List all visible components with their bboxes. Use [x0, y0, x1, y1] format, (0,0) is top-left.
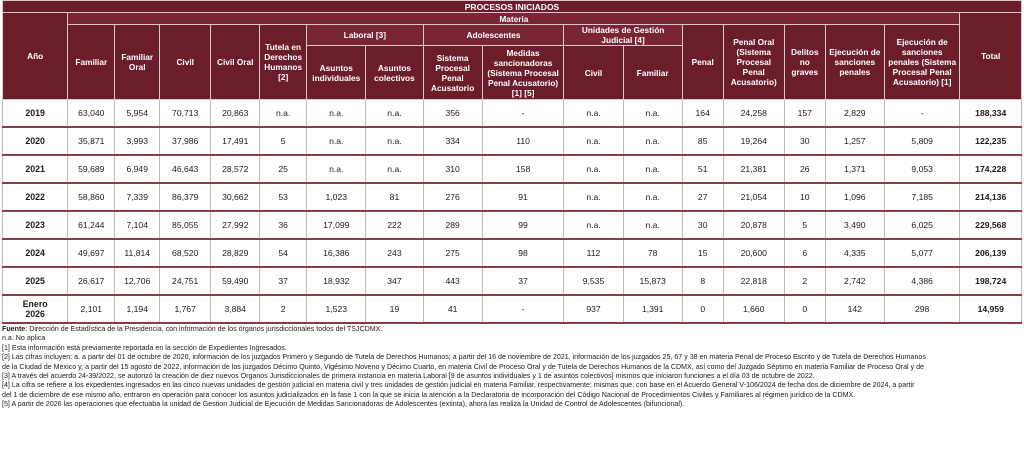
note-3: [3] A través del acuerdo 24-39/2022, se autorizó la creación de diez nuevos Órganos Jurisdiccionales de primera instancia en materia Laboral [9 de asuntos individuales y 1 de asuntos colectivos] mismos que iniciaron funciones a el día 03 de octubre de 2022. [2, 372, 815, 381]
table-cell: 25 [260, 155, 307, 183]
header-tutela: Tutela en Derechos Humanos [2] [260, 25, 307, 100]
table-cell: 59,689 [68, 155, 115, 183]
row-year: 2024 [3, 239, 68, 267]
table-cell: 21,054 [723, 183, 784, 211]
header-penal: Penal [682, 25, 723, 100]
table-cell: 1,096 [825, 183, 884, 211]
fuente-label: Fuente [2, 325, 26, 333]
table-cell: 6,025 [884, 211, 960, 239]
table-cell: 5 [260, 127, 307, 155]
table-cell: n.a. [366, 155, 423, 183]
table-cell: n.a. [623, 155, 682, 183]
table-cell: 27,992 [211, 211, 260, 239]
table-cell: 30 [784, 127, 825, 155]
table-cell: n.a. [623, 127, 682, 155]
table-cell: 2 [260, 295, 307, 323]
table-cell: 20,878 [723, 211, 784, 239]
table-cell: 35,871 [68, 127, 115, 155]
table-cell: 3,993 [115, 127, 160, 155]
table-row [3, 100, 1022, 128]
table-cell: 298 [884, 295, 960, 323]
table-cell: 46,643 [160, 155, 211, 183]
table-cell: n.a. [307, 155, 366, 183]
table-row [3, 183, 1022, 211]
table-body [3, 100, 1022, 324]
header-ejecucion-sanciones-spa: Ejecución de sanciones penales (Sistema Procesal Penal Acusatorio) [1] [884, 25, 960, 100]
table-cell: 68,520 [160, 239, 211, 267]
row-total-cell: 198,724 [960, 267, 1022, 295]
table-cell: 16,386 [307, 239, 366, 267]
table-cell: 17,491 [211, 127, 260, 155]
table-cell: 53 [260, 183, 307, 211]
table-cell: 4,386 [884, 267, 960, 295]
table-cell: 30,662 [211, 183, 260, 211]
table-cell: 15,873 [623, 267, 682, 295]
table-cell: 37,986 [160, 127, 211, 155]
table-cell: 15 [682, 239, 723, 267]
table-cell: 37 [482, 267, 564, 295]
table-cell: 54 [260, 239, 307, 267]
footnotes [2, 325, 1020, 410]
table-cell: 27 [682, 183, 723, 211]
table-row [3, 267, 1022, 295]
header-medidas-sancionadoras: Medidas sancionadoras (Sistema Procesal Penal Acusatorio) [1] [5] [482, 46, 564, 100]
table-cell: 22,818 [723, 267, 784, 295]
table-cell: 20,863 [211, 100, 260, 128]
table-cell: 6 [784, 239, 825, 267]
table-cell: n.a. [623, 183, 682, 211]
header-total: Total [960, 13, 1022, 100]
table-cell: 24,751 [160, 267, 211, 295]
table-cell: 85,055 [160, 211, 211, 239]
table-cell: 41 [423, 295, 482, 323]
table-cell: n.a. [623, 211, 682, 239]
table-cell: 61,244 [68, 211, 115, 239]
table-cell: 937 [564, 295, 623, 323]
header-civil: Civil [160, 25, 211, 100]
table-cell: 1,767 [160, 295, 211, 323]
row-year: 2022 [3, 183, 68, 211]
table-cell: 99 [482, 211, 564, 239]
header-materia: Materia [68, 13, 960, 25]
table-cell: 157 [784, 100, 825, 128]
table-cell: n.a. [366, 127, 423, 155]
table-cell: 78 [623, 239, 682, 267]
table-row [3, 239, 1022, 267]
note-5: [5] A partir de 2026 las operaciones que efectuaba la unidad de Gestion Judicial de Ejecución de Medidas Sancionadoras de Adolescentes (extinta), ahora las realiza la Unidad de Control de Adolescentes (bifuncional). [2, 400, 685, 409]
header-familiar: Familiar [68, 25, 115, 100]
table-cell: 58,860 [68, 183, 115, 211]
table-cell: 30 [682, 211, 723, 239]
table-cell: 289 [423, 211, 482, 239]
table-cell: 20,600 [723, 239, 784, 267]
row-total-cell: 174,228 [960, 155, 1022, 183]
table-cell: 1,371 [825, 155, 884, 183]
table-cell: 70,713 [160, 100, 211, 128]
header-anio: Año [3, 13, 68, 100]
table-cell: 10 [784, 183, 825, 211]
table-cell: 0 [784, 295, 825, 323]
note-4a: [4] La cifra se refiere a los expedientes ingresados en las cinco nuevas unidades de gestión judicial en materia civil y tres unidades de gestión judicial en materia Familiar, respectivamente; mismas que, con base en el Acuerdo General V-106/2024 de fecha dos de diciembre de 2024, a partir [2, 381, 915, 390]
table-cell: 28,829 [211, 239, 260, 267]
table-cell: 12,706 [115, 267, 160, 295]
table-cell: 1,194 [115, 295, 160, 323]
table-cell: 5,077 [884, 239, 960, 267]
table-cell: - [482, 100, 564, 128]
procesos-iniciados-table [2, 0, 1022, 324]
table-cell: 1,391 [623, 295, 682, 323]
table-cell: n.a. [307, 127, 366, 155]
table-cell: 3,884 [211, 295, 260, 323]
row-total-cell: 214,136 [960, 183, 1022, 211]
table-cell: 28,572 [211, 155, 260, 183]
table-cell: n.a. [564, 211, 623, 239]
table-cell: 0 [682, 295, 723, 323]
table-cell: 85 [682, 127, 723, 155]
table-cell: - [884, 100, 960, 128]
table-cell: 3,490 [825, 211, 884, 239]
table-cell: 9,053 [884, 155, 960, 183]
note-fuente [2, 325, 1020, 334]
header-ejecucion-sanciones: Ejecución de sanciones penales [825, 25, 884, 100]
header-delitos-no-graves: Delitos no graves [784, 25, 825, 100]
table-cell: 81 [366, 183, 423, 211]
table-cell: n.a. [307, 100, 366, 128]
table-cell: 11,814 [115, 239, 160, 267]
header-familiar-oral: Familiar Oral [115, 25, 160, 100]
table-cell: n.a. [564, 155, 623, 183]
header-penal-oral: Penal Oral (Sistema Procesal Penal Acusatorio) [723, 25, 784, 100]
table-cell: 9,535 [564, 267, 623, 295]
table-cell: 6,949 [115, 155, 160, 183]
table-cell: 276 [423, 183, 482, 211]
header-ugj-group: Unidades de Gestión Judicial [4] [564, 25, 682, 46]
note-2a: [2] Las cifras incluyen: a. a partir del 01 de octubre de 2020, información de los juzgados Primero y Segundo de Tutela de Derechos Humanos; a partir del 16 de noviembre de 2021, información de los juzgados 25, 67 y 38 en materia Penal de Proceso Escrito y de Tutela de Derechos Humanos [2, 353, 926, 362]
table-cell: 63,040 [68, 100, 115, 128]
table-title: PROCESOS INICIADOS [3, 1, 1022, 13]
table-cell: 158 [482, 155, 564, 183]
table-cell: 98 [482, 239, 564, 267]
row-total-cell: 122,235 [960, 127, 1022, 155]
table-cell: n.a. [260, 100, 307, 128]
row-year: 2025 [3, 267, 68, 295]
table-cell: - [482, 295, 564, 323]
table-cell: 91 [482, 183, 564, 211]
row-year: 2019 [3, 100, 68, 128]
table-cell: 5,954 [115, 100, 160, 128]
row-total-cell: 188,334 [960, 100, 1022, 128]
table-cell: 2,742 [825, 267, 884, 295]
table-cell: n.a. [366, 100, 423, 128]
table-cell: 347 [366, 267, 423, 295]
table-cell: 142 [825, 295, 884, 323]
row-total-cell: 14,959 [960, 295, 1022, 323]
table-cell: 18,932 [307, 267, 366, 295]
table-cell: 334 [423, 127, 482, 155]
fuente-text: : Dirección de Estadística de la Presidencia, con información de los órganos jurisdiccionales todos del TSJCDMX. [25, 325, 383, 333]
table-cell: 1,523 [307, 295, 366, 323]
table-cell: 110 [482, 127, 564, 155]
table-cell: 443 [423, 267, 482, 295]
table-cell: 19 [366, 295, 423, 323]
table-cell: 1,257 [825, 127, 884, 155]
header-asuntos-colectivos: Asuntos colectivos [366, 46, 423, 100]
table-row [3, 127, 1022, 155]
table-cell: 4,335 [825, 239, 884, 267]
table-cell: 5,809 [884, 127, 960, 155]
table-cell: 2 [784, 267, 825, 295]
table-cell: 310 [423, 155, 482, 183]
table-cell: 275 [423, 239, 482, 267]
table-cell: n.a. [564, 127, 623, 155]
table-cell: 7,339 [115, 183, 160, 211]
header-laboral-group: Laboral [3] [307, 25, 423, 46]
table-cell: 19,264 [723, 127, 784, 155]
row-year: 2023 [3, 211, 68, 239]
table-cell: 17,099 [307, 211, 366, 239]
table-cell: 49,697 [68, 239, 115, 267]
header-civil-oral: Civil Oral [211, 25, 260, 100]
row-total-cell: 229,568 [960, 211, 1022, 239]
header-ugj-familiar: Familiar [623, 46, 682, 100]
table-row [3, 295, 1022, 323]
table-cell: 356 [423, 100, 482, 128]
table-cell: n.a. [623, 100, 682, 128]
table-cell: 1,660 [723, 295, 784, 323]
note-na: n.a. No aplica [2, 334, 46, 343]
table-cell: 8 [682, 267, 723, 295]
row-year: Enero 2026 [3, 295, 68, 323]
report-container [2, 0, 1022, 410]
table-row [3, 155, 1022, 183]
table-cell: 7,185 [884, 183, 960, 211]
header-asuntos-individuales: Asuntos individuales [307, 46, 366, 100]
note-1: [1] Esta información está previamente reportada en la sección de Expedientes Ingresados. [2, 343, 287, 352]
table-cell: 21,381 [723, 155, 784, 183]
table-cell: 86,379 [160, 183, 211, 211]
header-ugj-civil: Civil [564, 46, 623, 100]
header-sistema-procesal: Sistema Procesal Penal Acusatorio [423, 46, 482, 100]
table-cell: 59,490 [211, 267, 260, 295]
table-cell: 2,101 [68, 295, 115, 323]
row-total-cell: 206,139 [960, 239, 1022, 267]
table-cell: n.a. [564, 100, 623, 128]
note-2b: de la Ciudad de México y, a partir del 15 agosto de 2022, información de los juzgados Décimo Quinto, Vigésimo Noveno y Décimo Cuarto, en materia Civil de Proceso Oral y de Tutela de Derechos Humanos de la CDMX, así como del Juzgado Séptimo en materia Familiar de Proceso Oral y de [2, 362, 924, 371]
table-cell: 2,829 [825, 100, 884, 128]
table-cell: n.a. [564, 183, 623, 211]
row-year: 2020 [3, 127, 68, 155]
table-cell: 51 [682, 155, 723, 183]
header-adolescentes-group: Adolescentes [423, 25, 564, 46]
table-cell: 5 [784, 211, 825, 239]
table-cell: 26 [784, 155, 825, 183]
table-cell: 36 [260, 211, 307, 239]
note-4b: del 1 de diciembre de ese mismo año, entraron en operación para conocer los asuntos judicializados en la fase 1 con la que se inicia la atención a la Declaratoria de incorporación del Código Nacional de Procedimientos Civiles y Familiares al régimen jurídico de la CDMX. [2, 390, 856, 399]
table-row [3, 211, 1022, 239]
table-cell: 243 [366, 239, 423, 267]
table-cell: 164 [682, 100, 723, 128]
table-cell: 222 [366, 211, 423, 239]
table-cell: 1,023 [307, 183, 366, 211]
table-cell: 112 [564, 239, 623, 267]
table-cell: 24,258 [723, 100, 784, 128]
row-year: 2021 [3, 155, 68, 183]
table-cell: 7,104 [115, 211, 160, 239]
table-cell: 26,617 [68, 267, 115, 295]
table-cell: 37 [260, 267, 307, 295]
